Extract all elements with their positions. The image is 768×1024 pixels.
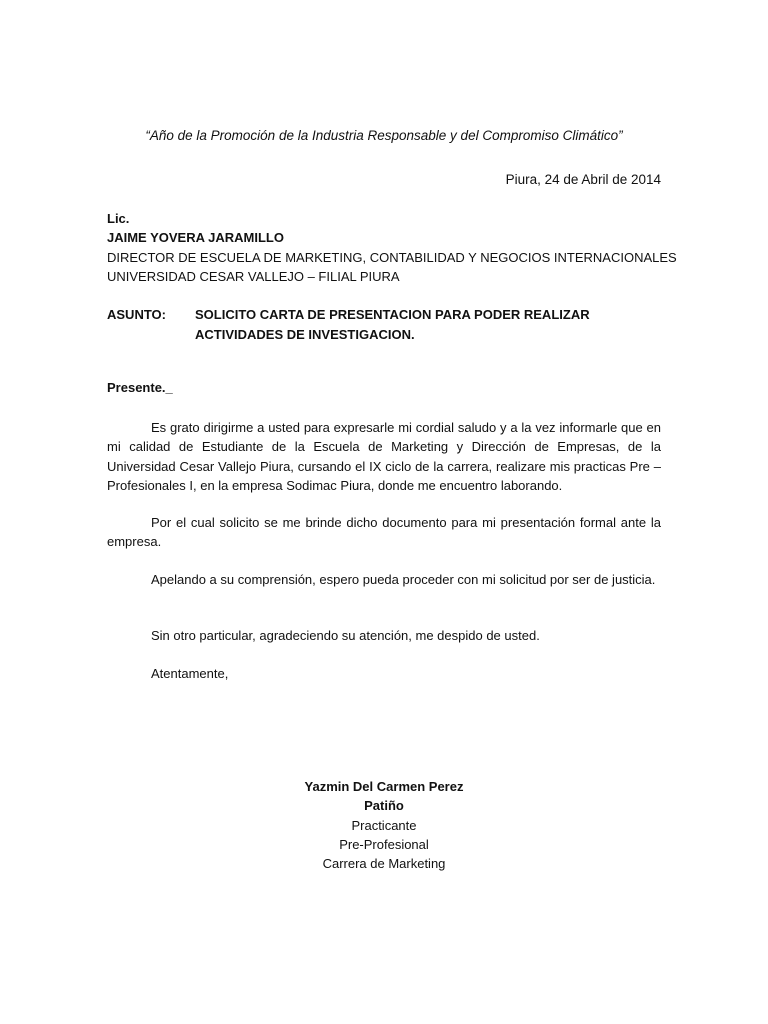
signer-career: Carrera de Marketing xyxy=(322,856,446,872)
body-paragraph-1: Es grato dirigirme a usted para expresarle mi cordial saludo y a la vez informarle que en mi calidad de Estudiante de la Escuela de Marketing y Dirección de Empresas, de la Universidad Cesar Vallejo Piura, cursando el IX ciclo de la carrera, realizare mis practicas Pre – Profesionales I, en la empresa Sodimac Piura, donde me encuentro laborando. xyxy=(107,420,661,493)
closing-salutation: Atentamente, xyxy=(151,666,229,681)
body-paragraph-4: Sin otro particular, agradeciendo su atención, me despido de usted. xyxy=(151,628,540,643)
signer-type: Pre-Profesional xyxy=(339,836,429,852)
body-paragraph-3: Apelando a su comprensión, espero pueda proceder con mi solicitud por ser de justicia. xyxy=(151,572,656,587)
recipient-block xyxy=(107,209,677,286)
signature-block xyxy=(0,777,768,873)
recipient-name: JAIME YOVERA JARAMILLO xyxy=(107,230,284,246)
recipient-institution: UNIVERSIDAD CESAR VALLEJO – FILIAL PIURA xyxy=(107,268,400,284)
letter-date: Piura, 24 de Abril de 2014 xyxy=(505,172,661,187)
recipient-title: Lic. xyxy=(107,211,130,226)
greeting: Presente._ xyxy=(107,380,173,395)
subject-text: SOLICITO CARTA DE PRESENTACION PARA PODER REALIZAR ACTIVIDADES DE INVESTIGACION. xyxy=(195,307,590,342)
subject-label: ASUNTO: xyxy=(107,307,166,322)
recipient-position: DIRECTOR DE ESCUELA DE MARKETING, CONTABILIDAD Y NEGOCIOS INTERNACIONALES xyxy=(107,249,677,265)
signer-role: Practicante xyxy=(351,817,417,833)
year-motto: “Año de la Promoción de la Industria Responsable y del Compromiso Climático” xyxy=(145,128,623,143)
signer-name: Yazmin Del Carmen Perez Patiño xyxy=(304,779,464,814)
body-paragraph-2: Por el cual solicito se me brinde dicho documento para mi presentación formal ante la empresa. xyxy=(107,515,661,550)
